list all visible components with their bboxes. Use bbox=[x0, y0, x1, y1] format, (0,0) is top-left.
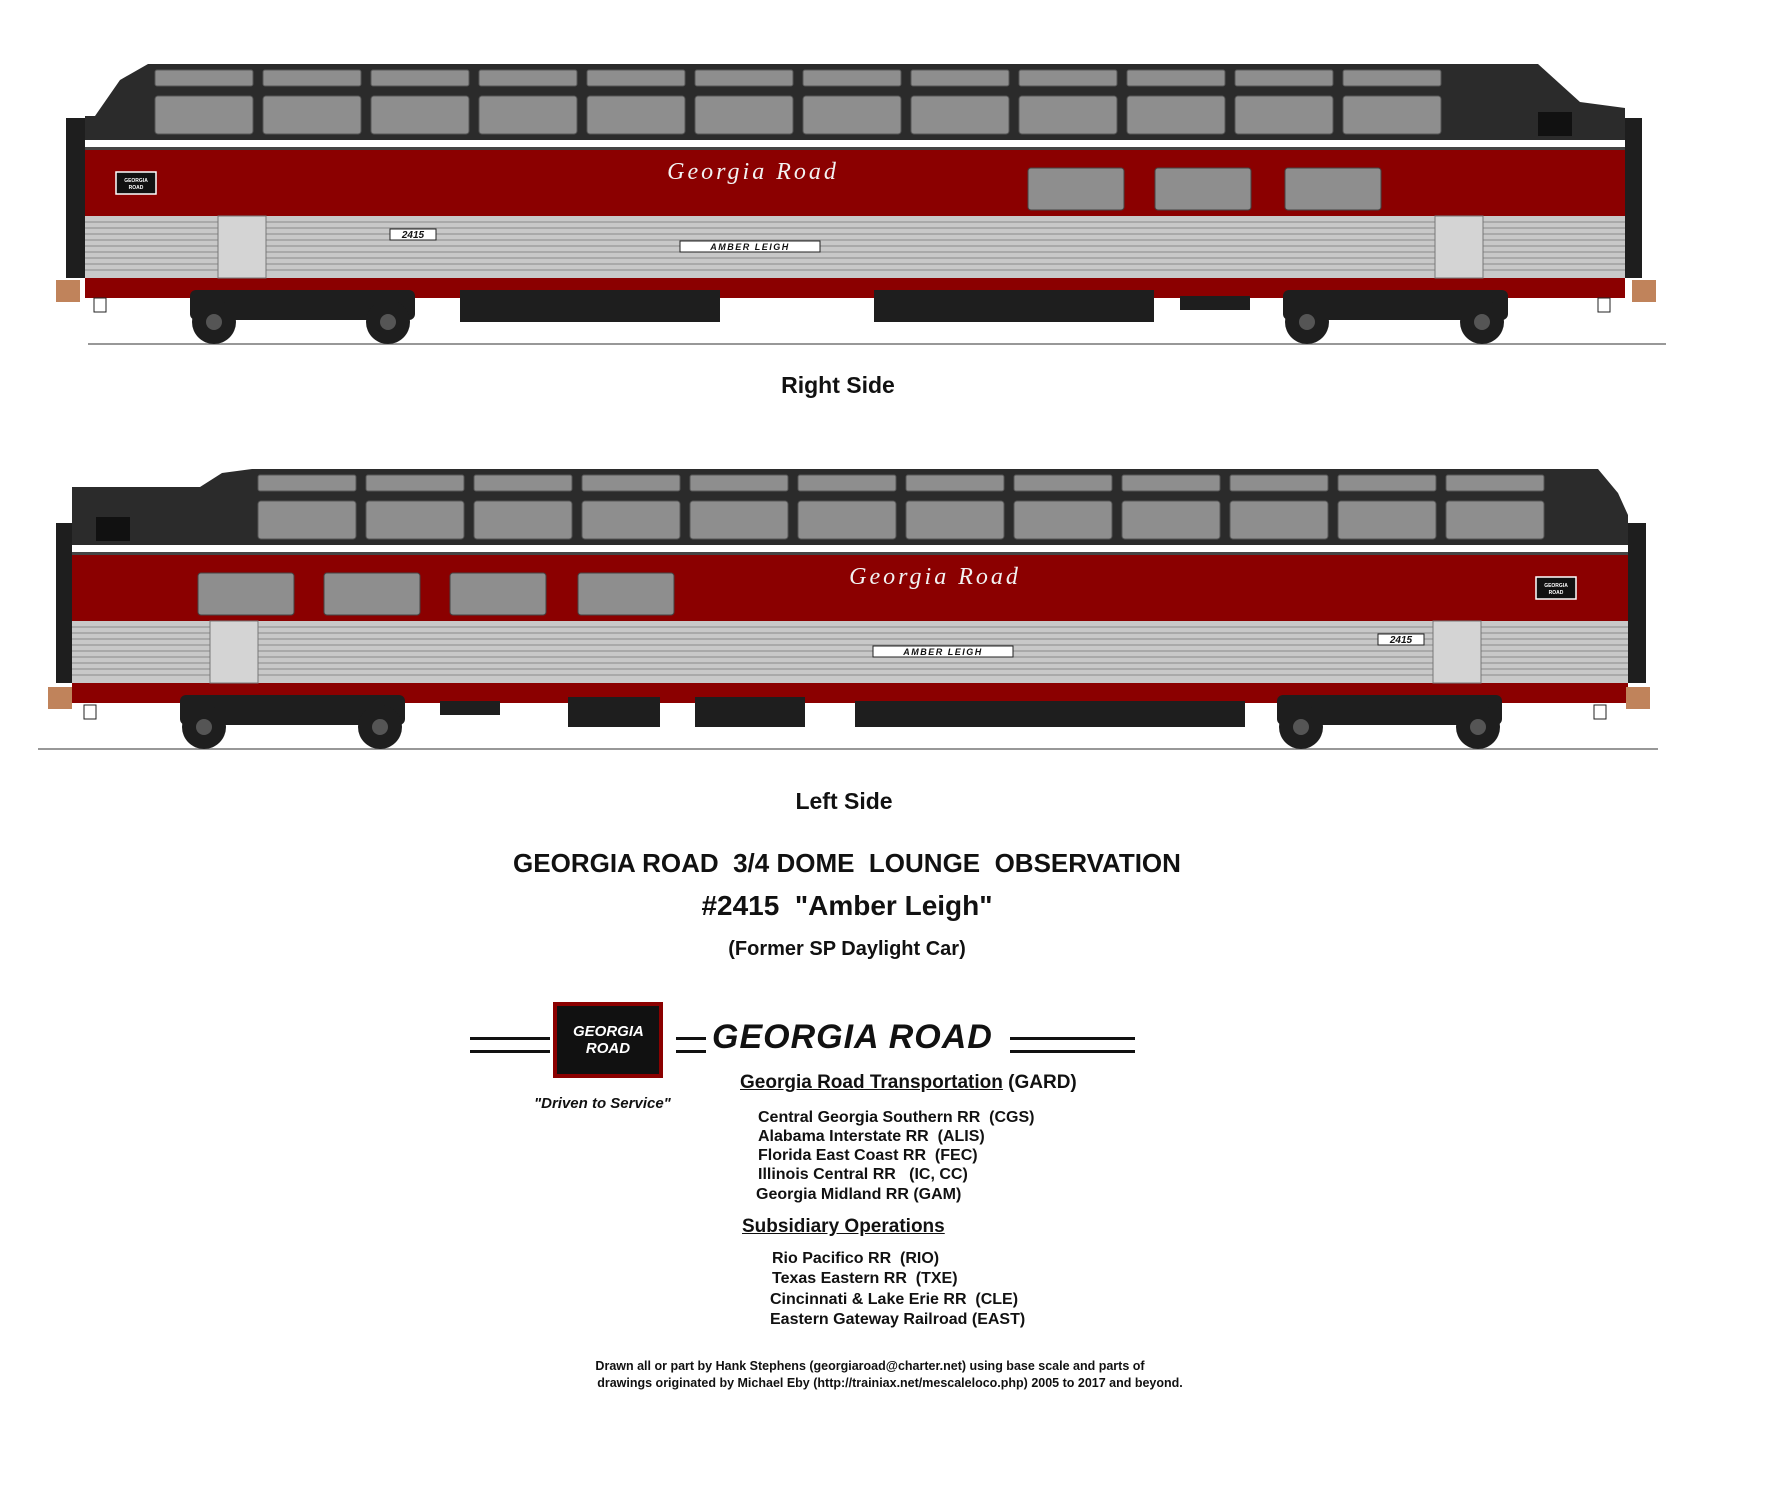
right-side-caption: Right Side bbox=[781, 372, 895, 398]
svg-text:ROAD: ROAD bbox=[1548, 590, 1564, 596]
logo-text: GEORGIA ROAD bbox=[573, 1023, 644, 1057]
car-number: 2415 bbox=[1389, 635, 1413, 646]
car-number: 2415 bbox=[401, 230, 425, 241]
svg-text:GEORGIA: GEORGIA bbox=[1544, 583, 1568, 589]
script-lettering: Georgia Road bbox=[849, 564, 1021, 590]
credit-line-1: Drawn all or part by Hank Stephens (georgiaroad@charter.net) using base scale and parts of bbox=[595, 1359, 1145, 1373]
transport-heading-code: (GARD) bbox=[1002, 1072, 1077, 1093]
list-item: Central Georgia Southern RR (CGS) bbox=[758, 1109, 1035, 1126]
title-line-1: GEORGIA ROAD 3/4 DOME LOUNGE OBSERVATION bbox=[513, 848, 1181, 878]
list-item: Rio Pacifico RR (RIO) bbox=[772, 1250, 940, 1267]
subsidiary-list bbox=[772, 1249, 1025, 1330]
list-item: Alabama Interstate RR (ALIS) bbox=[758, 1128, 985, 1145]
railroad-list bbox=[758, 1108, 1034, 1205]
svg-text:GEORGIA: GEORGIA bbox=[124, 178, 148, 184]
title-line-3: (Former SP Daylight Car) bbox=[728, 938, 966, 960]
title-line-2: #2415 "Amber Leigh" bbox=[701, 890, 993, 921]
transport-heading-name: Georgia Road Transportation bbox=[740, 1072, 1003, 1093]
name-plate: AMBER LEIGH bbox=[710, 242, 790, 252]
list-item: Eastern Gateway Railroad (EAST) bbox=[770, 1311, 1026, 1328]
list-item: Georgia Midland RR (GAM) bbox=[756, 1186, 962, 1203]
left-side-car-drawing bbox=[0, 405, 1792, 765]
list-item: Florida East Coast RR (FEC) bbox=[758, 1147, 978, 1164]
credit-line-2: drawings originated by Michael Eby (http://trainiax.net/mescaleloco.php) 2005 to 2017 and beyond. bbox=[597, 1376, 1183, 1390]
svg-text:ROAD: ROAD bbox=[128, 185, 144, 191]
wordmark: GEORGIA ROAD bbox=[712, 1018, 993, 1056]
script-lettering: Georgia Road bbox=[667, 159, 839, 185]
slogan: "Driven to Service" bbox=[534, 1095, 671, 1112]
list-item: Texas Eastern RR (TXE) bbox=[772, 1270, 958, 1287]
name-plate: AMBER LEIGH bbox=[903, 647, 983, 657]
left-side-caption: Left Side bbox=[795, 788, 893, 814]
list-item: Illinois Central RR (IC, CC) bbox=[758, 1166, 968, 1183]
logo-rule-left bbox=[470, 1037, 550, 1053]
subsidiary-heading: Subsidiary Operations bbox=[742, 1216, 945, 1237]
logo-herald bbox=[553, 1002, 663, 1078]
logo-rule-mid bbox=[676, 1037, 706, 1053]
right-side-car-drawing bbox=[0, 0, 1792, 360]
transport-heading bbox=[740, 1072, 1077, 1094]
logo-rule-right bbox=[1010, 1037, 1135, 1053]
list-item: Cincinnati & Lake Erie RR (CLE) bbox=[770, 1291, 1019, 1308]
